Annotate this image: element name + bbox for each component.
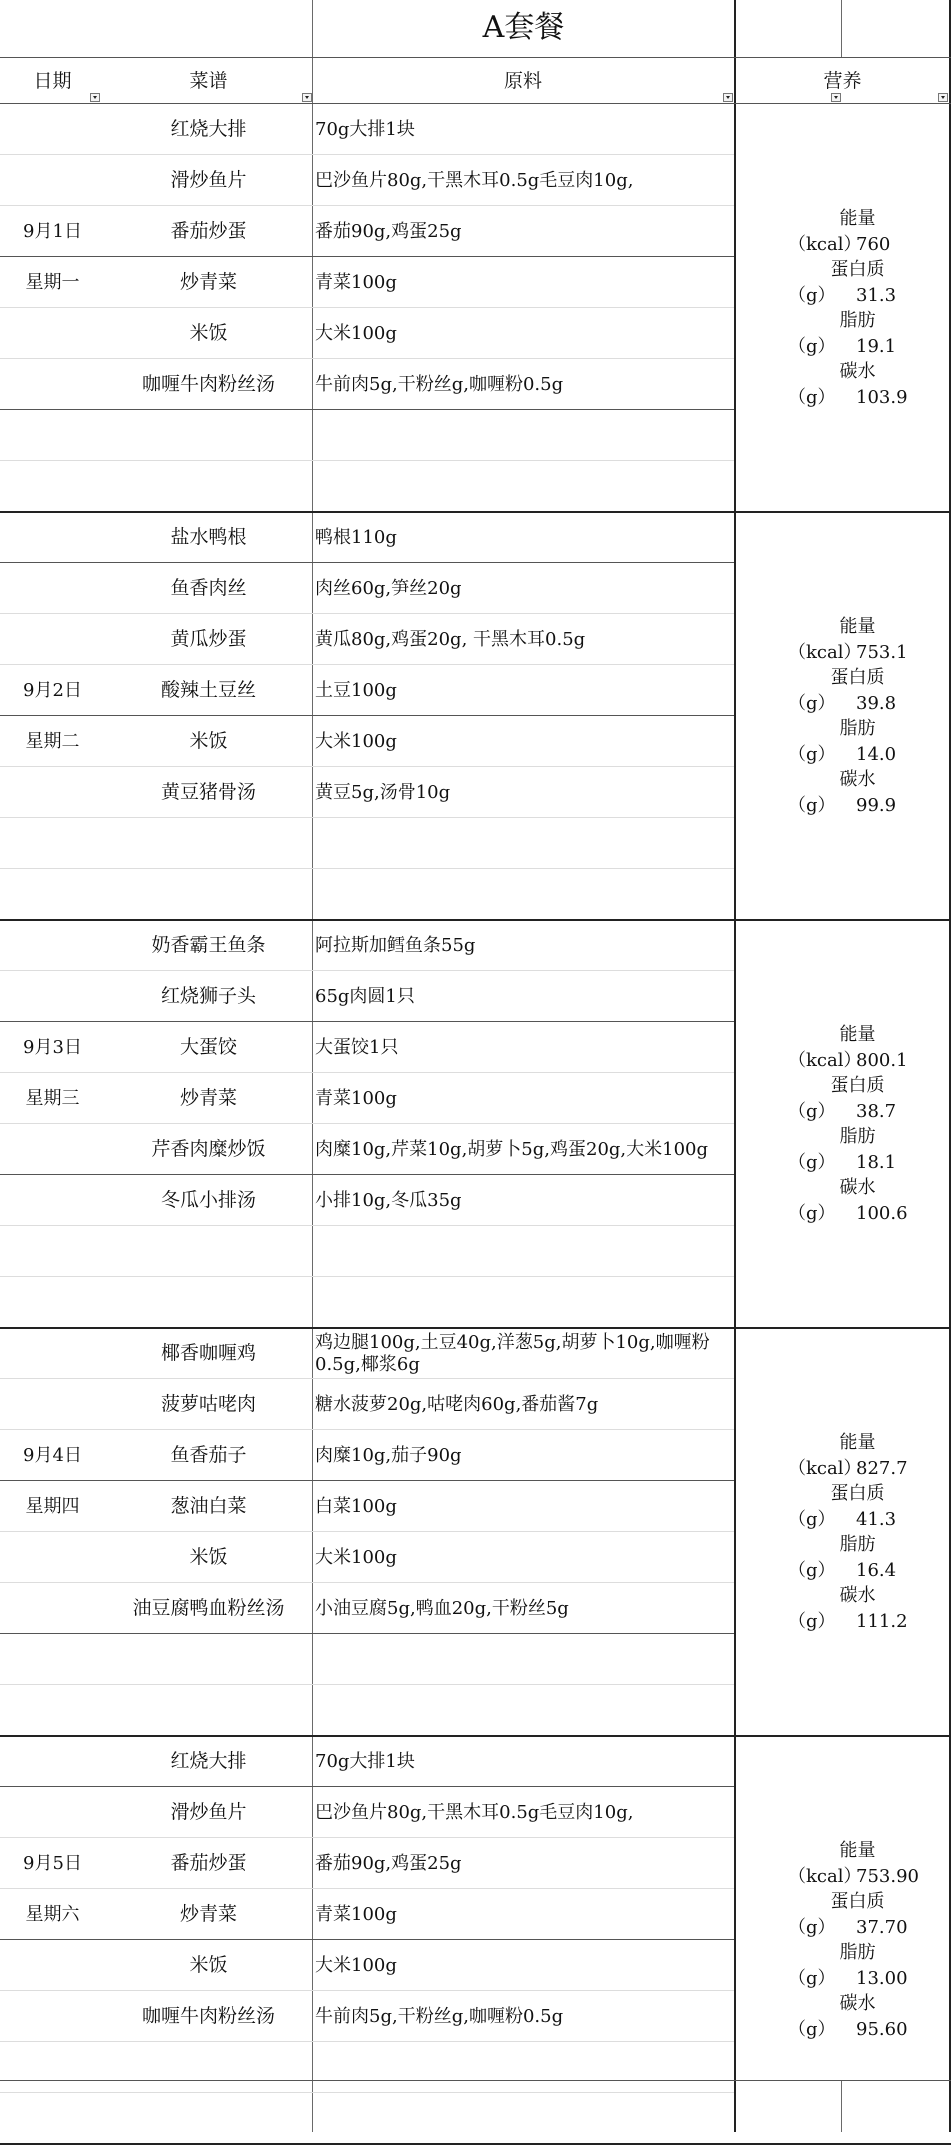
dish-name: 米饭 xyxy=(189,1954,228,1976)
nutrition-summary xyxy=(736,614,951,818)
dish-ingredients xyxy=(315,104,730,155)
dish-name: 大蛋饺 xyxy=(179,1036,237,1058)
nutrition-value-fat xyxy=(736,1966,951,1992)
dish-name: 芹香肉糜炒饭 xyxy=(151,1138,266,1160)
grid-line xyxy=(312,0,313,2132)
nutrition-summary xyxy=(736,1022,951,1226)
dish-name: 黄豆猪骨汤 xyxy=(160,781,256,803)
dish-ingredients xyxy=(315,1583,730,1634)
dish-ingredients xyxy=(315,1328,730,1379)
ingredients-text: 70g大排1块 xyxy=(315,118,415,140)
ingredients-text: 大米100g xyxy=(315,730,397,752)
nutrition-value-protein xyxy=(736,1099,951,1125)
nutrition-number: 37.70 xyxy=(856,1916,908,1938)
dish-name: 红烧大排 xyxy=(170,1750,247,1772)
ingredients-text: 青菜100g xyxy=(315,1903,397,1925)
nutrition-label-energy: 能量 xyxy=(839,1840,876,1861)
ingredients-text: 小油豆腐5g,鸭血20g,干粉丝5g xyxy=(315,1597,569,1619)
dish-ingredients xyxy=(315,257,730,308)
nutrition-number: 103.9 xyxy=(856,386,908,408)
ingredients-text: 白菜100g xyxy=(315,1495,397,1517)
dish-ingredients xyxy=(315,1889,730,1940)
nutrition-value-energy xyxy=(736,640,951,666)
dish-name: 奶香霸王鱼条 xyxy=(151,934,266,956)
nutrition-label-protein: 蛋白质 xyxy=(830,1075,885,1096)
dish-name: 鱼香茄子 xyxy=(170,1444,247,1466)
day-weekday: 星期六 xyxy=(25,1904,80,1925)
nutrition-number: 31.3 xyxy=(856,284,897,306)
grid-line xyxy=(0,2092,734,2093)
grid-line xyxy=(0,2080,951,2081)
nutrition-summary xyxy=(736,1430,951,1634)
day-date: 9月1日 xyxy=(23,221,82,242)
dish-ingredients xyxy=(315,920,730,971)
grid-line xyxy=(841,0,842,58)
nutrition-label-protein: 蛋白质 xyxy=(830,259,885,280)
dish-name: 葱油白菜 xyxy=(170,1495,247,1517)
dish-ingredients xyxy=(315,1481,730,1532)
nutrition-number: 800.1 xyxy=(856,1049,908,1071)
nutrition-value-protein xyxy=(736,1915,951,1941)
dish-ingredients xyxy=(315,767,730,818)
nutrition-label-carbs: 碳水 xyxy=(839,1177,876,1198)
nutrition-label-carbs: 碳水 xyxy=(839,1585,876,1606)
nutrition-value-energy xyxy=(736,232,951,258)
dish-name: 黄瓜炒蛋 xyxy=(170,628,247,650)
ingredients-text: 巴沙鱼片80g,干黑木耳0.5g毛豆肉10g, xyxy=(315,169,634,191)
dish-name: 酸辣土豆丝 xyxy=(160,679,256,701)
dish-ingredients xyxy=(315,1175,730,1226)
dish-ingredients xyxy=(315,1787,730,1838)
nutrition-number: 13.00 xyxy=(856,1967,908,1989)
dish-ingredients xyxy=(315,1379,730,1430)
dish-ingredients xyxy=(315,308,730,359)
nutrition-unit: （g） xyxy=(788,2018,836,2040)
nutrition-unit: （g） xyxy=(788,1916,836,1938)
page-title: A套餐 xyxy=(482,10,565,45)
dish-ingredients xyxy=(315,971,730,1022)
nutrition-unit: （kcal） xyxy=(788,1457,862,1479)
nutrition-number: 14.0 xyxy=(856,743,897,765)
dish-ingredients xyxy=(315,1838,730,1889)
dish-name: 米饭 xyxy=(189,322,228,344)
filter-dropdown-icon[interactable] xyxy=(723,93,733,102)
nutrition-label-carbs: 碳水 xyxy=(839,1993,876,2014)
day-weekday: 星期四 xyxy=(25,1496,80,1517)
grid-line xyxy=(0,868,734,869)
dish-name: 冬瓜小排汤 xyxy=(160,1189,256,1211)
dish-ingredients xyxy=(315,1940,730,1991)
nutrition-unit: （kcal） xyxy=(788,1049,862,1071)
filter-dropdown-icon[interactable] xyxy=(938,93,948,102)
dish-name: 滑炒鱼片 xyxy=(170,1801,247,1823)
dish-name: 炒青菜 xyxy=(179,1903,237,1925)
ingredients-text: 大米100g xyxy=(315,1954,397,1976)
ingredients-text: 大米100g xyxy=(315,1546,397,1568)
nutrition-unit: （g） xyxy=(788,743,836,765)
nutrition-unit: （g） xyxy=(788,1508,836,1530)
ingredients-text: 肉丝60g,笋丝20g xyxy=(315,577,462,599)
nutrition-label-energy: 能量 xyxy=(839,616,876,637)
nutrition-label-fat: 脂肪 xyxy=(839,718,876,739)
ingredients-text: 糖水菠萝20g,咕咾肉60g,番茄酱7g xyxy=(315,1393,599,1415)
nutrition-value-carbs xyxy=(736,2017,951,2043)
ingredients-text: 鸡边腿100g,土豆40g,洋葱5g,胡萝卜10g,咖喱粉0.5g,椰浆6g xyxy=(315,1331,710,1375)
nutrition-label-fat: 脂肪 xyxy=(839,1126,876,1147)
dish-ingredients xyxy=(315,1532,730,1583)
nutrition-label-protein: 蛋白质 xyxy=(830,667,885,688)
ingredients-text: 青菜100g xyxy=(315,271,397,293)
dish-name: 椰香咖喱鸡 xyxy=(160,1342,256,1364)
dish-ingredients xyxy=(315,716,730,767)
ingredients-text: 大蛋饺1只 xyxy=(315,1036,399,1058)
filter-dropdown-icon[interactable] xyxy=(302,93,312,102)
nutrition-value-carbs xyxy=(736,1609,951,1635)
nutrition-label-energy: 能量 xyxy=(839,208,876,229)
nutrition-unit: （g） xyxy=(788,335,836,357)
nutrition-value-fat xyxy=(736,1150,951,1176)
filter-dropdown-icon[interactable] xyxy=(831,93,841,102)
dish-ingredients xyxy=(315,359,730,410)
nutrition-unit: （g） xyxy=(788,284,836,306)
dish-name: 咖喱牛肉粉丝汤 xyxy=(141,2005,275,2027)
ingredients-text: 肉糜10g,芹菜10g,胡萝卜5g,鸡蛋20g,大米100g xyxy=(315,1138,709,1160)
grid-line xyxy=(0,460,734,461)
dish-name: 鱼香肉丝 xyxy=(170,577,247,599)
nutrition-summary xyxy=(736,1838,951,2042)
dish-ingredients xyxy=(315,1073,730,1124)
ingredients-text: 牛前肉5g,干粉丝g,咖喱粉0.5g xyxy=(315,373,564,395)
day-date: 9月2日 xyxy=(23,680,82,701)
nutrition-value-carbs xyxy=(736,385,951,411)
nutrition-unit: （g） xyxy=(788,1610,836,1632)
nutrition-label-protein: 蛋白质 xyxy=(830,1891,885,1912)
nutrition-value-protein xyxy=(736,1507,951,1533)
ingredients-text: 阿拉斯加鳕鱼条55g xyxy=(315,934,476,956)
nutrition-number: 39.8 xyxy=(856,692,897,714)
nutrition-unit: （g） xyxy=(788,1559,836,1581)
nutrition-number: 16.4 xyxy=(856,1559,897,1581)
dish-name: 炒青菜 xyxy=(179,271,237,293)
dish-name: 米饭 xyxy=(189,730,228,752)
dish-ingredients xyxy=(315,1430,730,1481)
ingredients-text: 番茄90g,鸡蛋25g xyxy=(315,1852,462,1874)
nutrition-number: 19.1 xyxy=(856,335,897,357)
nutrition-value-fat xyxy=(736,1558,951,1584)
dish-name: 米饭 xyxy=(189,1546,228,1568)
nutrition-label-fat: 脂肪 xyxy=(839,1534,876,1555)
nutrition-value-protein xyxy=(736,283,951,309)
nutrition-unit: （kcal） xyxy=(788,641,862,663)
nutrition-value-energy xyxy=(736,1048,951,1074)
day-date: 9月5日 xyxy=(23,1853,82,1874)
dish-name: 红烧狮子头 xyxy=(160,985,256,1007)
nutrition-unit: （g） xyxy=(788,1100,836,1122)
nutrition-value-protein xyxy=(736,691,951,717)
nutrition-value-fat xyxy=(736,334,951,360)
nutrition-number: 41.3 xyxy=(856,1508,897,1530)
dish-name: 红烧大排 xyxy=(170,118,247,140)
nutrition-label-fat: 脂肪 xyxy=(839,310,876,331)
ingredients-text: 小排10g,冬瓜35g xyxy=(315,1189,462,1211)
ingredients-text: 鸭根110g xyxy=(315,526,397,548)
nutrition-number: 753.90 xyxy=(856,1865,919,1887)
nutrition-number: 99.9 xyxy=(856,794,897,816)
nutrition-label-fat: 脂肪 xyxy=(839,1942,876,1963)
ingredients-text: 肉糜10g,茄子90g xyxy=(315,1444,462,1466)
dish-ingredients xyxy=(315,1991,730,2042)
dish-name: 油豆腐鸭血粉丝汤 xyxy=(132,1597,285,1619)
nutrition-number: 760 xyxy=(856,233,891,255)
nutrition-unit: （kcal） xyxy=(788,233,862,255)
nutrition-label-protein: 蛋白质 xyxy=(830,1483,885,1504)
ingredients-text: 青菜100g xyxy=(315,1087,397,1109)
dish-ingredients xyxy=(315,563,730,614)
day-weekday: 星期二 xyxy=(25,731,80,752)
header-menu: 菜谱 xyxy=(189,70,228,92)
nutrition-unit: （g） xyxy=(788,386,836,408)
nutrition-number: 753.1 xyxy=(856,641,908,663)
dish-ingredients xyxy=(315,614,730,665)
dish-ingredients xyxy=(315,155,730,206)
dish-ingredients xyxy=(315,1022,730,1073)
header-ingredients: 原料 xyxy=(503,70,542,92)
day-date: 9月4日 xyxy=(23,1445,82,1466)
dish-name: 滑炒鱼片 xyxy=(170,169,247,191)
nutrition-value-carbs xyxy=(736,1201,951,1227)
dish-name: 盐水鸭根 xyxy=(170,526,247,548)
nutrition-label-energy: 能量 xyxy=(839,1432,876,1453)
nutrition-value-energy xyxy=(736,1864,951,1890)
nutrition-number: 95.60 xyxy=(856,2018,908,2040)
dish-ingredients xyxy=(315,206,730,257)
day-weekday: 星期一 xyxy=(25,272,80,293)
nutrition-unit: （g） xyxy=(788,1151,836,1173)
nutrition-value-energy xyxy=(736,1456,951,1482)
day-weekday: 星期三 xyxy=(25,1088,80,1109)
dish-ingredients xyxy=(315,1736,730,1787)
dish-name: 菠萝咕咾肉 xyxy=(160,1393,256,1415)
dish-name: 咖喱牛肉粉丝汤 xyxy=(141,373,275,395)
header-nutrition: 营养 xyxy=(823,70,862,92)
nutrition-unit: （g） xyxy=(788,692,836,714)
dish-name: 番茄炒蛋 xyxy=(170,1852,247,1874)
filter-dropdown-icon[interactable] xyxy=(90,93,100,102)
dish-ingredients xyxy=(315,512,730,563)
nutrition-summary xyxy=(736,206,951,410)
nutrition-number: 100.6 xyxy=(856,1202,908,1224)
nutrition-number: 111.2 xyxy=(856,1610,908,1632)
nutrition-unit: （g） xyxy=(788,1202,836,1224)
ingredients-text: 70g大排1块 xyxy=(315,1750,415,1772)
nutrition-label-carbs: 碳水 xyxy=(839,769,876,790)
header-date: 日期 xyxy=(33,70,72,92)
nutrition-value-carbs xyxy=(736,793,951,819)
ingredients-text: 土豆100g xyxy=(315,679,397,701)
grid-line xyxy=(0,1684,734,1685)
dish-ingredients xyxy=(315,665,730,716)
ingredients-text: 番茄90g,鸡蛋25g xyxy=(315,220,462,242)
nutrition-number: 18.1 xyxy=(856,1151,897,1173)
nutrition-number: 38.7 xyxy=(856,1100,897,1122)
dish-ingredients xyxy=(315,1124,730,1175)
ingredients-text: 65g肉圆1只 xyxy=(315,985,415,1007)
nutrition-value-fat xyxy=(736,742,951,768)
ingredients-text: 大米100g xyxy=(315,322,397,344)
nutrition-unit: （g） xyxy=(788,794,836,816)
nutrition-unit: （kcal） xyxy=(788,1865,862,1887)
grid-line xyxy=(841,2080,842,2132)
dish-name: 番茄炒蛋 xyxy=(170,220,247,242)
day-date: 9月3日 xyxy=(23,1037,82,1058)
grid-line xyxy=(0,1276,734,1277)
ingredients-text: 黄瓜80g,鸡蛋20g, 干黑木耳0.5g xyxy=(315,628,586,650)
dish-name: 炒青菜 xyxy=(179,1087,237,1109)
ingredients-text: 黄豆5g,汤骨10g xyxy=(315,781,451,803)
ingredients-text: 巴沙鱼片80g,干黑木耳0.5g毛豆肉10g, xyxy=(315,1801,634,1823)
nutrition-number: 827.7 xyxy=(856,1457,908,1479)
nutrition-label-carbs: 碳水 xyxy=(839,361,876,382)
ingredients-text: 牛前肉5g,干粉丝g,咖喱粉0.5g xyxy=(315,2005,564,2027)
nutrition-unit: （g） xyxy=(788,1967,836,1989)
nutrition-label-energy: 能量 xyxy=(839,1024,876,1045)
